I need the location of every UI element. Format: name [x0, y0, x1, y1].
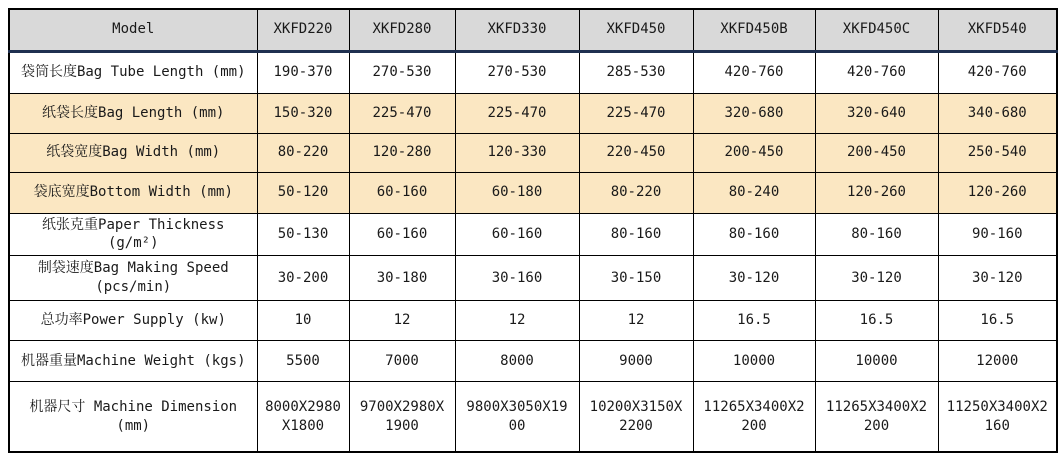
table-row — [9, 133, 1057, 172]
spec-value-cell: 225-470 — [349, 93, 455, 133]
table-row — [9, 382, 1057, 452]
spec-table-body — [9, 51, 1057, 452]
spec-value-cell: 80-160 — [815, 213, 938, 256]
column-header: XKFD540 — [938, 9, 1057, 51]
spec-value-cell: 30-180 — [349, 256, 455, 301]
spec-value-cell: 30-200 — [257, 256, 349, 301]
spec-value-cell: 5500 — [257, 341, 349, 382]
spec-value-cell: 80-220 — [257, 133, 349, 172]
spec-value-cell: 120-330 — [455, 133, 579, 172]
row-label: 纸张克重Paper Thickness (g/m²) — [9, 213, 257, 256]
spec-value-cell: 225-470 — [579, 93, 693, 133]
column-header: XKFD450 — [579, 9, 693, 51]
spec-value-cell: 60-160 — [349, 213, 455, 256]
row-label: 纸袋宽度Bag Width (mm) — [9, 133, 257, 172]
spec-value-cell: 270-530 — [455, 51, 579, 93]
spec-value-cell: 60-160 — [349, 172, 455, 213]
table-row — [9, 93, 1057, 133]
spec-value-cell: 16.5 — [693, 301, 815, 341]
table-row — [9, 341, 1057, 382]
column-header: XKFD330 — [455, 9, 579, 51]
spec-value-cell: 80-240 — [693, 172, 815, 213]
spec-value-cell: 16.5 — [815, 301, 938, 341]
spec-value-cell: 190-370 — [257, 51, 349, 93]
table-row — [9, 256, 1057, 301]
spec-value-cell: 200-450 — [815, 133, 938, 172]
spec-value-cell: 12 — [455, 301, 579, 341]
spec-value-cell: 285-530 — [579, 51, 693, 93]
spec-value-cell: 10200X3150X2200 — [579, 382, 693, 452]
spec-value-cell: 10000 — [693, 341, 815, 382]
spec-value-cell: 120-260 — [938, 172, 1057, 213]
spec-value-cell: 60-180 — [455, 172, 579, 213]
spec-value-cell: 30-150 — [579, 256, 693, 301]
spec-value-cell: 320-680 — [693, 93, 815, 133]
spec-value-cell: 90-160 — [938, 213, 1057, 256]
spec-value-cell: 8000X2980X1800 — [257, 382, 349, 452]
spec-value-cell: 11265X3400X2200 — [815, 382, 938, 452]
spec-value-cell: 80-160 — [579, 213, 693, 256]
spec-table — [8, 8, 1058, 453]
spec-value-cell: 250-540 — [938, 133, 1057, 172]
spec-value-cell: 50-120 — [257, 172, 349, 213]
column-header: XKFD450B — [693, 9, 815, 51]
spec-value-cell: 9000 — [579, 341, 693, 382]
spec-value-cell: 120-280 — [349, 133, 455, 172]
spec-value-cell: 9800X3050X1900 — [455, 382, 579, 452]
spec-value-cell: 320-640 — [815, 93, 938, 133]
spec-value-cell: 225-470 — [455, 93, 579, 133]
spec-value-cell: 420-760 — [815, 51, 938, 93]
spec-value-cell: 220-450 — [579, 133, 693, 172]
spec-value-cell: 11250X3400X2160 — [938, 382, 1057, 452]
spec-value-cell: 270-530 — [349, 51, 455, 93]
table-row — [9, 51, 1057, 93]
spec-value-cell: 12 — [349, 301, 455, 341]
spec-table-header — [9, 9, 1057, 51]
spec-value-cell: 120-260 — [815, 172, 938, 213]
spec-value-cell: 16.5 — [938, 301, 1057, 341]
row-label: 制袋速度Bag Making Speed (pcs/min) — [9, 256, 257, 301]
spec-value-cell: 12 — [579, 301, 693, 341]
spec-value-cell: 50-130 — [257, 213, 349, 256]
spec-value-cell: 8000 — [455, 341, 579, 382]
spec-value-cell: 340-680 — [938, 93, 1057, 133]
spec-value-cell: 420-760 — [938, 51, 1057, 93]
column-header: XKFD220 — [257, 9, 349, 51]
row-label: 机器尺寸 Machine Dimension (mm) — [9, 382, 257, 452]
spec-value-cell: 80-160 — [693, 213, 815, 256]
spec-value-cell: 30-120 — [815, 256, 938, 301]
spec-value-cell: 200-450 — [693, 133, 815, 172]
spec-value-cell: 10000 — [815, 341, 938, 382]
spec-value-cell: 30-160 — [455, 256, 579, 301]
table-row — [9, 213, 1057, 256]
column-header-model: Model — [9, 9, 257, 51]
row-label: 总功率Power Supply (kw) — [9, 301, 257, 341]
row-label: 机器重量Machine Weight (kgs) — [9, 341, 257, 382]
spec-value-cell: 60-160 — [455, 213, 579, 256]
spec-value-cell: 150-320 — [257, 93, 349, 133]
spec-value-cell: 80-220 — [579, 172, 693, 213]
row-label: 袋底宽度Bottom Width (mm) — [9, 172, 257, 213]
spec-value-cell: 9700X2980X1900 — [349, 382, 455, 452]
spec-value-cell: 11265X3400X2200 — [693, 382, 815, 452]
spec-value-cell: 10 — [257, 301, 349, 341]
spec-value-cell: 12000 — [938, 341, 1057, 382]
header-row — [9, 9, 1057, 51]
column-header: XKFD280 — [349, 9, 455, 51]
table-row — [9, 301, 1057, 341]
spec-value-cell: 30-120 — [693, 256, 815, 301]
row-label: 纸袋长度Bag Length (mm) — [9, 93, 257, 133]
spec-value-cell: 7000 — [349, 341, 455, 382]
table-row — [9, 172, 1057, 213]
column-header: XKFD450C — [815, 9, 938, 51]
spec-value-cell: 420-760 — [693, 51, 815, 93]
spec-value-cell: 30-120 — [938, 256, 1057, 301]
row-label: 袋筒长度Bag Tube Length (mm) — [9, 51, 257, 93]
